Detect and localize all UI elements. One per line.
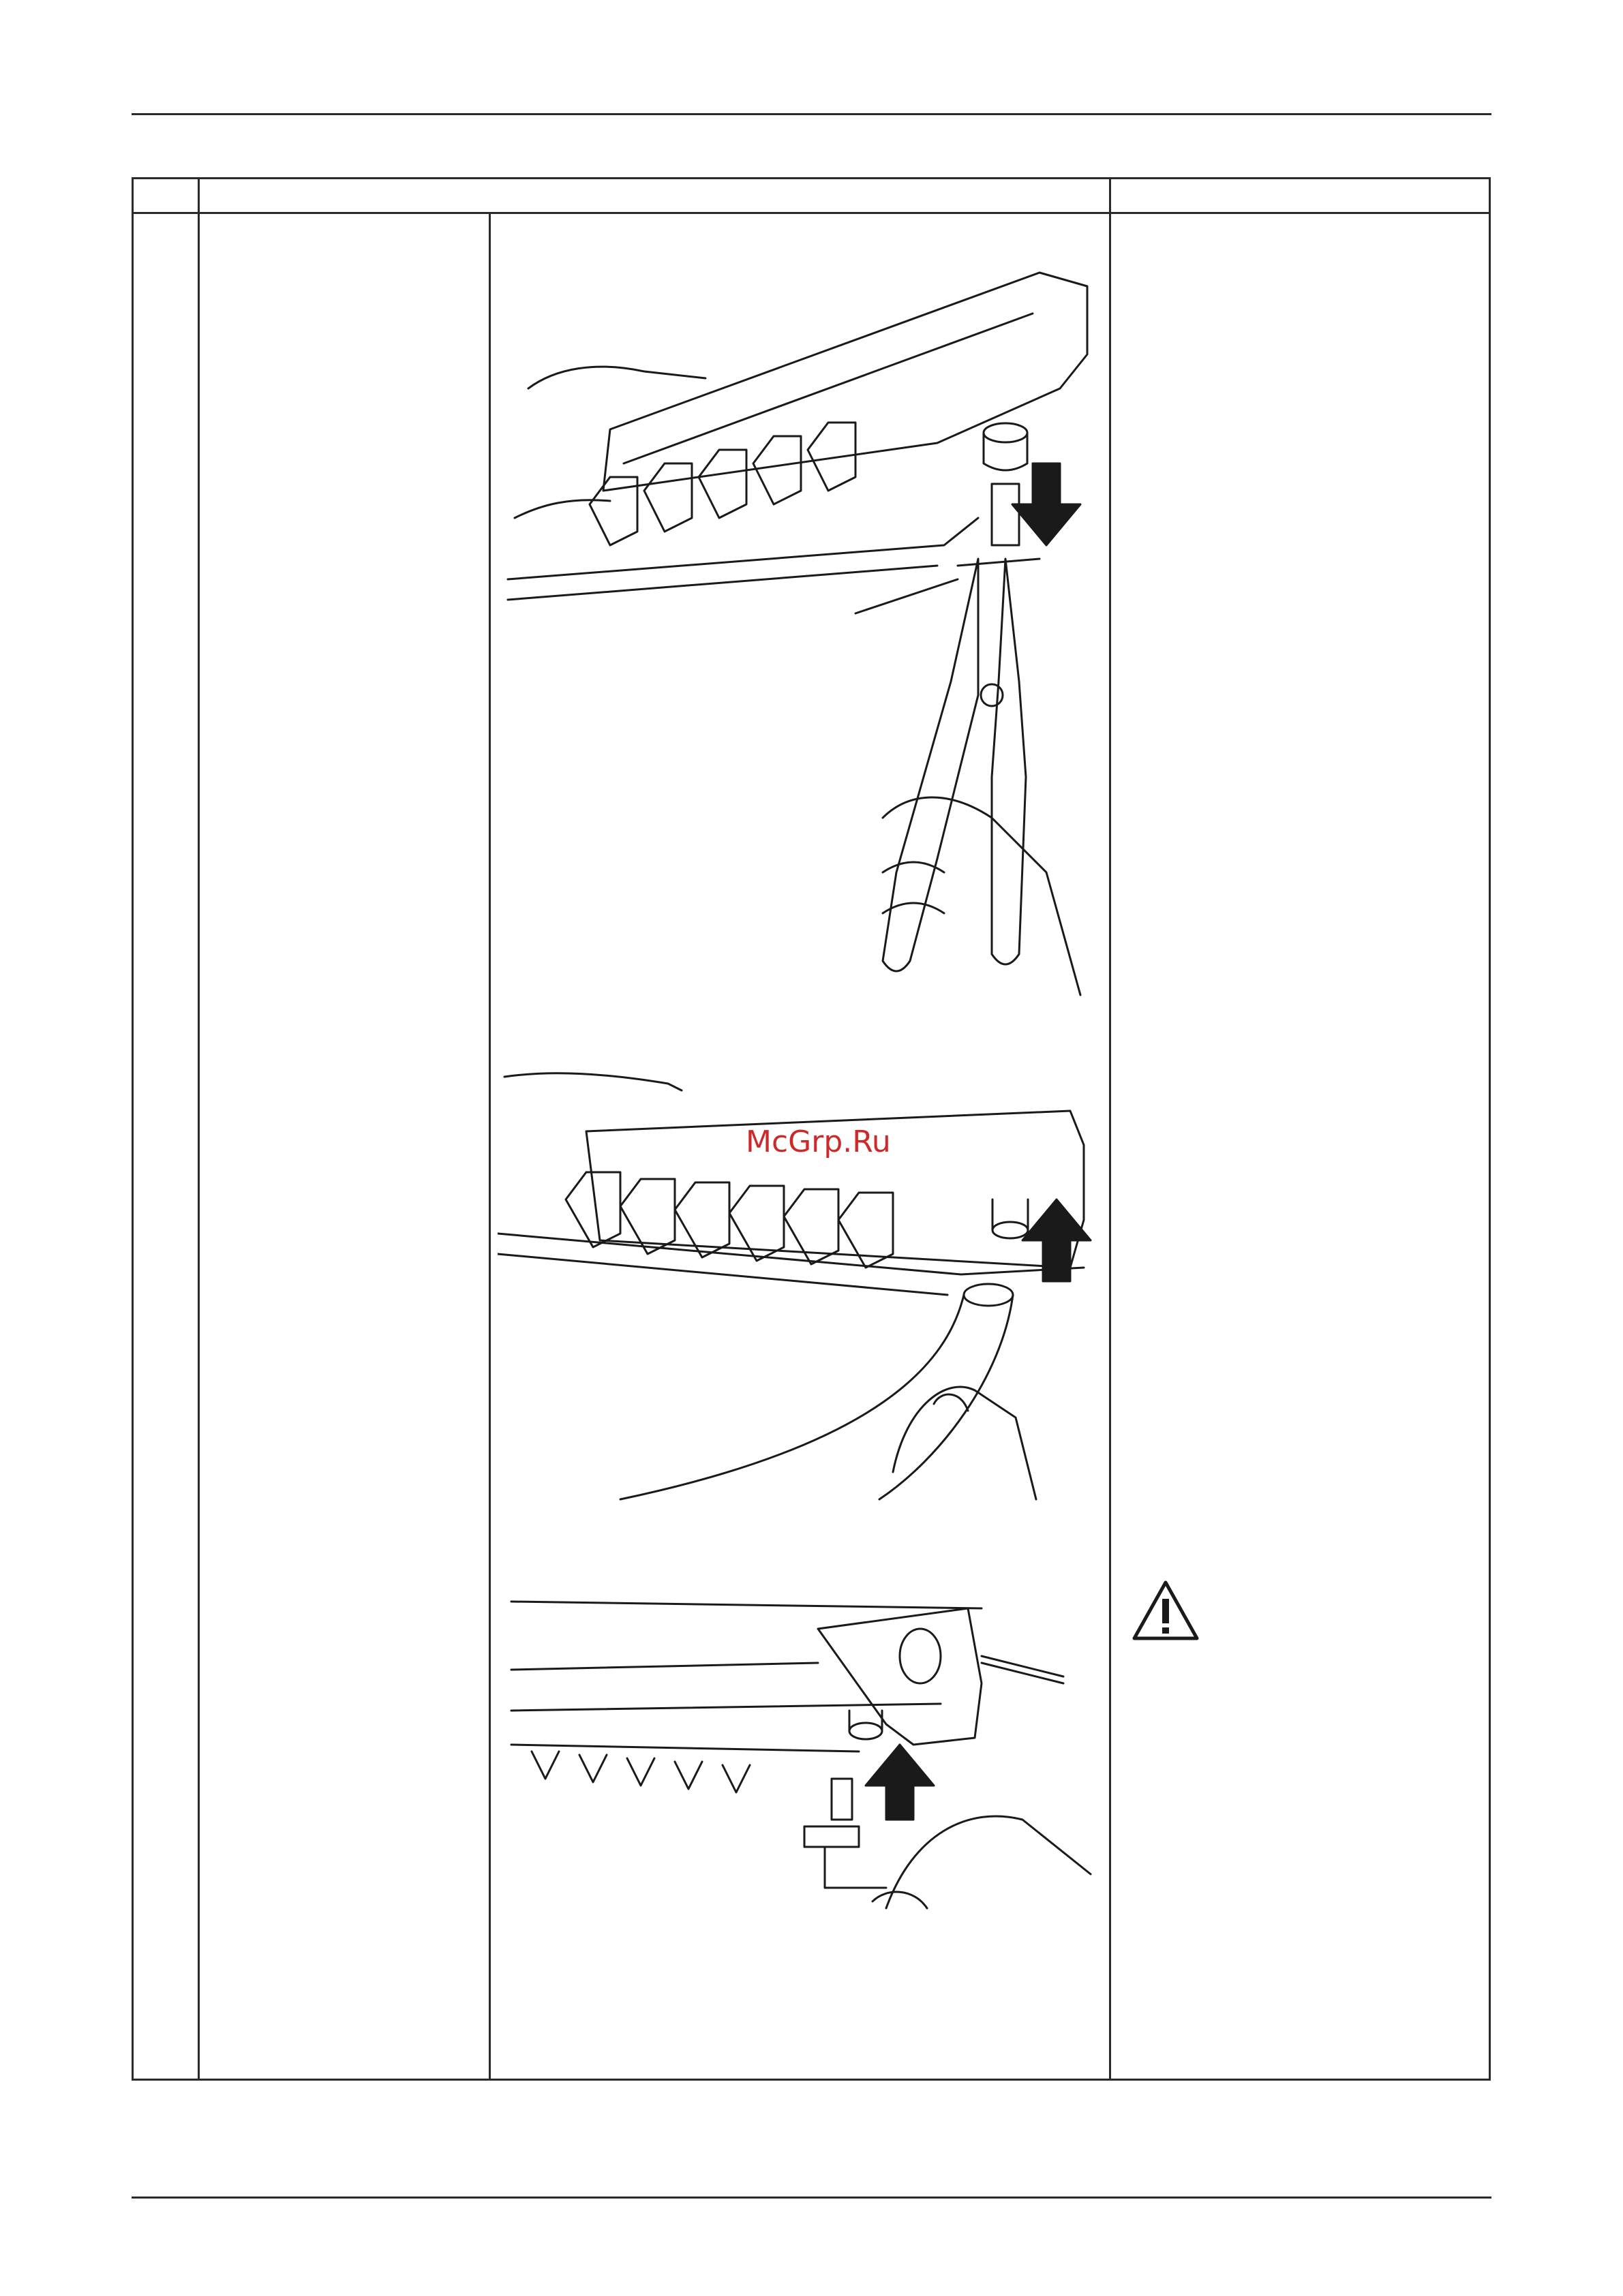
table-col-divider-2	[489, 212, 491, 2081]
plug-flange	[804, 1826, 859, 1847]
drain-outlet-body	[849, 1711, 882, 1731]
drain-hose-right	[879, 1295, 1013, 1499]
plug-wire	[825, 1847, 886, 1888]
drain-pan-base	[498, 1234, 1084, 1274]
drain-plug	[992, 484, 1019, 545]
drain-pan-top-edge	[511, 1602, 982, 1608]
drain-outlet-bottom	[849, 1723, 882, 1739]
drain-pan-base-edge	[508, 566, 937, 600]
drain-pan-fins	[532, 1751, 750, 1792]
drain-pan-inner-edge	[511, 1663, 818, 1670]
hand-right-outline	[883, 797, 1080, 995]
figure-inserting-drain-plug	[504, 1588, 1104, 1983]
table-bottom-border	[132, 2079, 1491, 2081]
outlet-fitting	[900, 1629, 941, 1683]
drain-pan-bottom-edge	[511, 1745, 859, 1751]
table-header-bottom-border	[132, 212, 1491, 214]
table-right-border	[1489, 177, 1491, 2081]
hand-left-outline	[504, 1073, 682, 1090]
drain-outlet-bottom	[992, 1222, 1028, 1238]
table-col-divider-3	[1109, 177, 1111, 2081]
drain-pan-fins	[590, 423, 855, 545]
drain-plug	[832, 1779, 852, 1820]
footer-rule	[132, 2196, 1491, 2199]
hand-left-outline	[528, 367, 706, 388]
drain-hose-end	[964, 1284, 1013, 1306]
figure-inserting-drain-hose	[498, 1063, 1104, 1527]
pliers-left-handle	[883, 559, 978, 971]
arrow-up-icon	[866, 1745, 934, 1820]
drain-outlet-body	[992, 1199, 1028, 1230]
table-top-border	[132, 177, 1491, 179]
arrow-down-icon	[1012, 463, 1080, 545]
drain-outlet-body	[984, 433, 1027, 470]
finger-1	[873, 1892, 927, 1908]
table-left-border	[132, 177, 134, 2081]
arrow-up-icon	[1022, 1199, 1091, 1281]
pliers-pivot	[981, 684, 1003, 706]
drain-pan-base	[508, 518, 978, 579]
outlet-housing	[818, 1608, 982, 1745]
watermark-text: McGrp.Ru	[746, 1124, 891, 1159]
pliers-right-handle	[992, 559, 1026, 964]
thumb	[934, 1394, 968, 1411]
caution-triangle-icon	[1132, 1580, 1200, 1642]
header-rule	[132, 113, 1491, 115]
figure-pliers-removing-drain-plug	[501, 259, 1101, 1002]
drain-pan-edge	[624, 313, 1033, 463]
leader-line	[855, 579, 958, 613]
table-col-divider-1	[198, 177, 200, 2081]
drain-hose-left	[620, 1295, 964, 1499]
plug-collar	[958, 559, 1040, 566]
hand-right-outline	[886, 1816, 1091, 1908]
drain-outlet-top	[984, 423, 1027, 442]
